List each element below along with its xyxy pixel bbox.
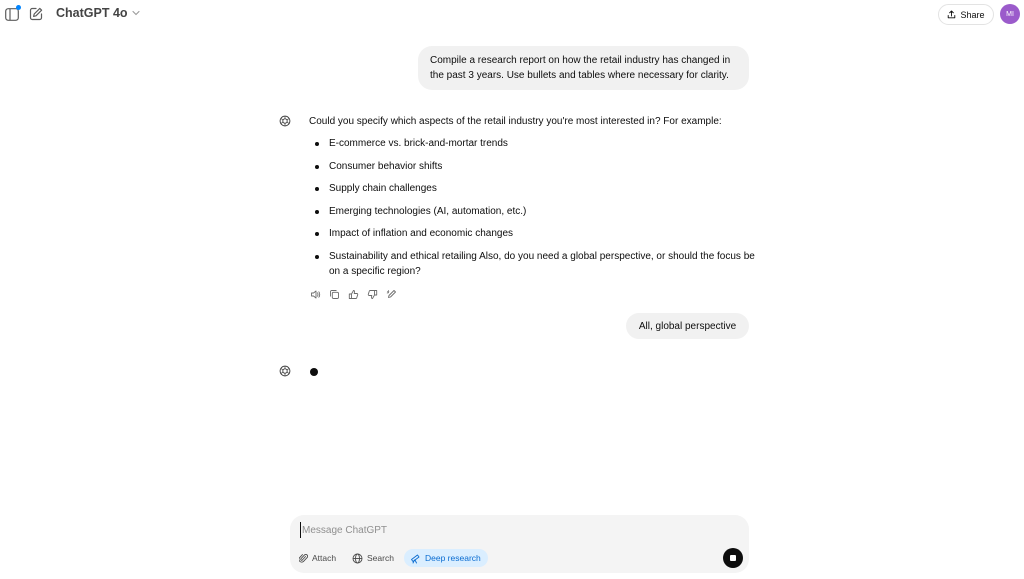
top-bar xyxy=(0,0,1024,30)
notification-dot xyxy=(16,5,21,10)
composer xyxy=(290,515,749,573)
thumbs-down-icon[interactable] xyxy=(367,289,378,300)
stop-generating-button[interactable] xyxy=(723,548,743,568)
edit-in-canvas-icon[interactable] xyxy=(386,289,397,300)
read-aloud-icon[interactable] xyxy=(310,289,321,300)
list-item: Consumer behavior shifts xyxy=(309,159,759,174)
assistant-bullet-list xyxy=(309,136,759,279)
list-item: Sustainability and ethical retailing Also, do you need a global perspective, or should the focus be on a specific region? xyxy=(309,249,759,279)
chevron-down-icon xyxy=(132,10,140,16)
user-message: All, global perspective xyxy=(626,313,749,339)
chatgpt-logo-icon xyxy=(279,115,291,127)
avatar[interactable]: MI xyxy=(1000,4,1020,24)
model-selector[interactable] xyxy=(56,6,140,20)
search-label: Search xyxy=(367,553,394,563)
paperclip-icon xyxy=(299,553,308,564)
globe-icon xyxy=(352,553,363,564)
list-item: Impact of inflation and economic changes xyxy=(309,226,759,241)
thumbs-up-icon[interactable] xyxy=(348,289,359,300)
share-label: Share xyxy=(960,9,985,20)
share-icon xyxy=(947,10,956,19)
message-input[interactable] xyxy=(300,522,720,538)
deep-research-label: Deep research xyxy=(425,553,481,563)
share-button[interactable] xyxy=(938,4,994,25)
list-item: E-commerce vs. brick-and-mortar trends xyxy=(309,136,759,151)
assistant-intro: Could you specify which aspects of the retail industry you're most interested in? For example: xyxy=(309,116,722,127)
list-item: Emerging technologies (AI, automation, etc.) xyxy=(309,204,759,219)
copy-icon[interactable] xyxy=(329,289,340,300)
attach-button[interactable] xyxy=(299,549,336,567)
sidebar-toggle-icon[interactable] xyxy=(4,6,20,22)
chatgpt-logo-icon xyxy=(279,365,291,377)
assistant-message xyxy=(309,114,759,286)
attach-label: Attach xyxy=(312,553,337,563)
typing-indicator xyxy=(310,368,318,376)
telescope-icon xyxy=(410,553,421,564)
search-button[interactable] xyxy=(352,549,394,567)
stop-icon xyxy=(730,555,736,561)
model-name: ChatGPT 4o xyxy=(56,6,128,20)
list-item: Supply chain challenges xyxy=(309,181,759,196)
new-chat-icon[interactable] xyxy=(28,6,44,22)
message-actions xyxy=(310,289,397,300)
user-message: Compile a research report on how the retail industry has changed in the past 3 years. Use bullets and tables where necessary for clarity. xyxy=(418,46,749,90)
deep-research-button[interactable] xyxy=(404,549,488,567)
